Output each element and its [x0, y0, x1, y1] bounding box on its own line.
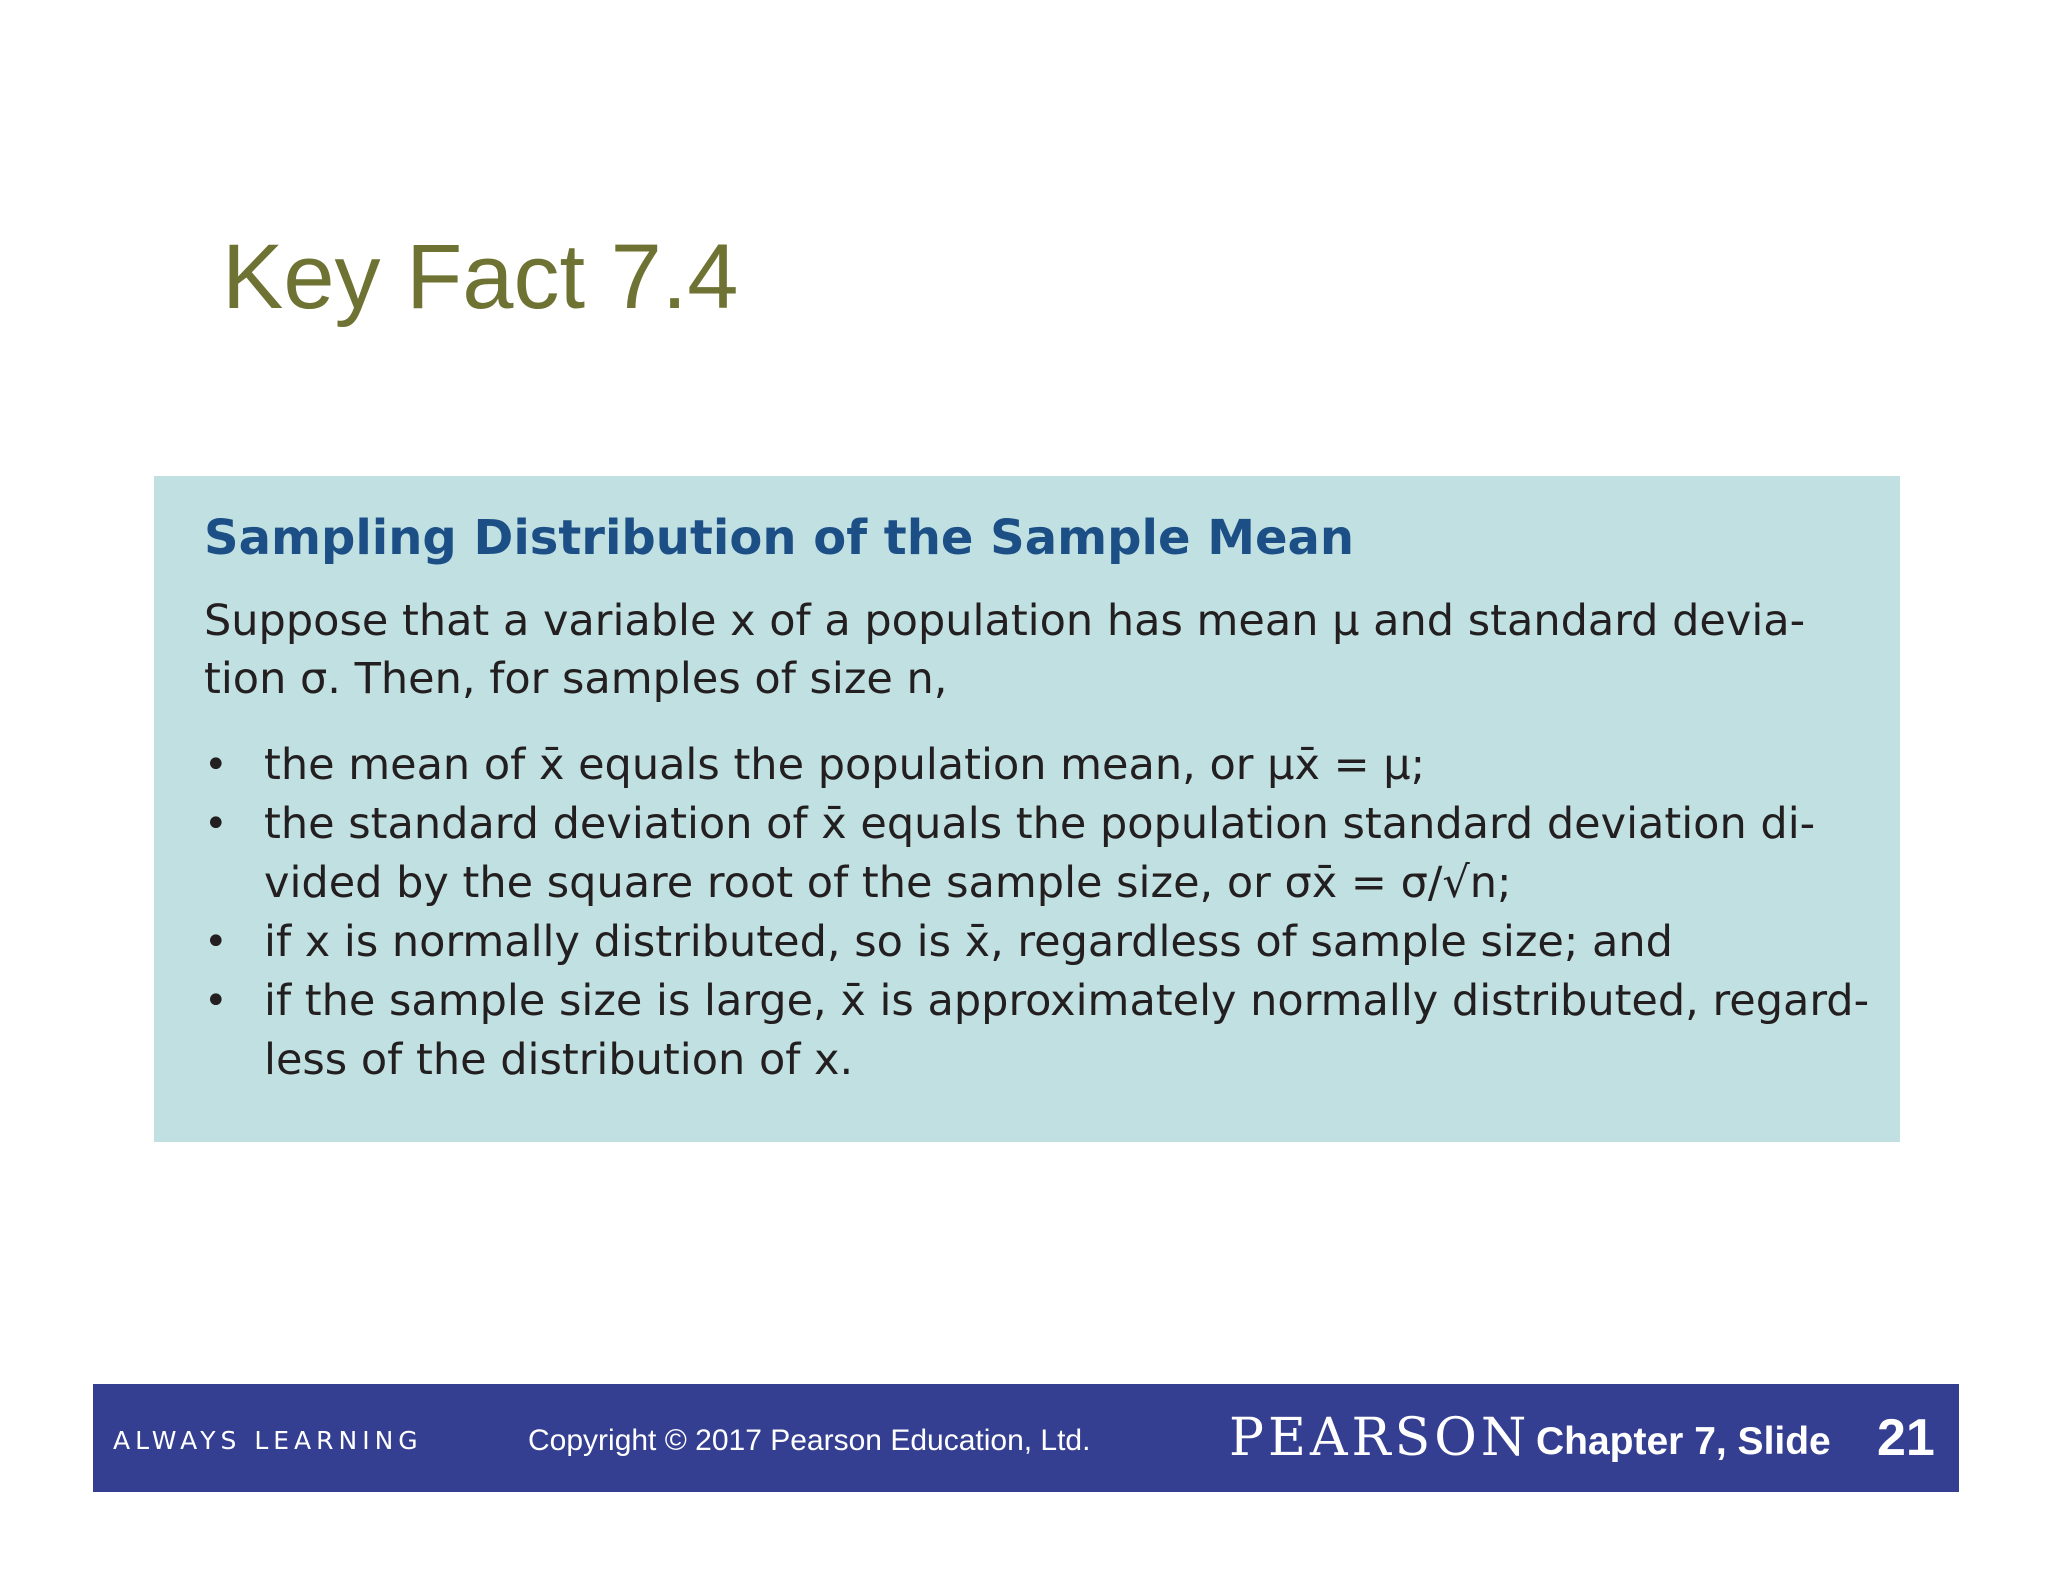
- bullet-icon: •: [204, 801, 228, 847]
- box-intro: [204, 592, 1864, 708]
- intro-line: tion σ. Then, for samples of size n,: [204, 654, 948, 704]
- intro-line: Suppose that a variable x of a population has mean μ and standard devia-: [204, 596, 1806, 646]
- box-heading: Sampling Distribution of the Sample Mean: [204, 510, 1355, 566]
- list-item-line: vided by the square root of the sample size, or σx̄ = σ/√n;: [264, 858, 1512, 908]
- pearson-logo: PEARSON: [1229, 1408, 1531, 1468]
- copyright-text: Copyright © 2017 Pearson Education, Ltd.: [528, 1424, 1091, 1457]
- list-item: [204, 913, 1854, 972]
- list-item-line: less of the distribution of x.: [264, 1035, 854, 1085]
- footer-tagline: ALWAYS LEARNING: [113, 1426, 423, 1455]
- list-item-line: if the sample size is large, x̄ is approximately normally distributed, regard-: [264, 976, 1870, 1026]
- list-item-line: the mean of x̄ equals the population mean, or μx̄ = μ;: [264, 740, 1426, 790]
- slide-title: Key Fact 7.4: [222, 226, 739, 328]
- bullet-icon: •: [204, 919, 228, 965]
- list-item: [204, 795, 1854, 913]
- bullet-icon: •: [204, 742, 228, 788]
- list-item-line: if x is normally distributed, so is x̄, regardless of sample size; and: [264, 917, 1673, 967]
- bullet-icon: •: [204, 978, 228, 1024]
- footer-bar: [93, 1384, 1959, 1492]
- list-item: [204, 736, 1854, 795]
- slide-number: 21: [1877, 1409, 1935, 1467]
- list-item: [204, 972, 1870, 1090]
- chapter-slide-label: Chapter 7, Slide: [1536, 1420, 1831, 1463]
- list-item-line: the standard deviation of x̄ equals the population standard deviation di-: [264, 799, 1816, 849]
- key-fact-list: [204, 736, 1870, 1090]
- key-fact-box: [154, 476, 1900, 1142]
